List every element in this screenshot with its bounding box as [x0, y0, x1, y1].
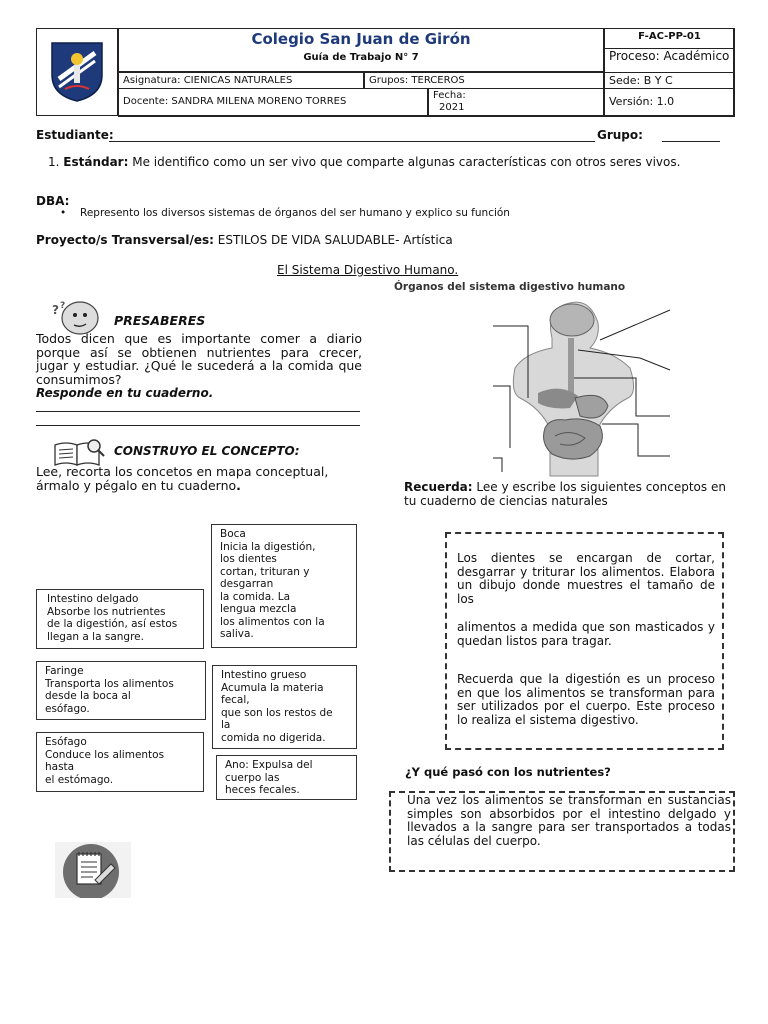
- concept-box-intestino-delgado[interactable]: [36, 589, 204, 649]
- concept-box-ano[interactable]: [216, 755, 357, 800]
- nutrientes-box: [389, 791, 735, 872]
- figure-title: Órganos del sistema digestivo humano: [394, 281, 626, 293]
- concept-line: que son los restos de: [221, 706, 333, 719]
- concept-box-faringe[interactable]: [36, 661, 206, 720]
- recuerda-label: Recuerda:: [404, 480, 473, 494]
- concept-line: desde la boca al: [45, 690, 131, 702]
- concept-line: desgarran: [220, 578, 274, 590]
- section-title: El Sistema Digestivo Humano.: [277, 263, 459, 277]
- standard-text: Me identifico como un ser vivo que comparte algunas características con otros seres vivos.: [128, 155, 681, 169]
- standard-item: [48, 155, 718, 170]
- group-label: Grupo:: [597, 128, 643, 142]
- school-crest: [47, 39, 107, 103]
- answer-line-1[interactable]: [36, 411, 360, 412]
- presaberes-text: Todos dicen que es importante comer a diario porque así se obtienen nutrientes para crecer, jugar y estudiar. ¿Qué le sucederá a la comida que consumimos?: [36, 331, 362, 387]
- dientes-p2: alimentos a medida que son masticados y quedan listos para tragar.: [457, 620, 715, 648]
- concept-line: los alimentos con la: [220, 615, 325, 628]
- concept-line: llegan a la sangre.: [47, 630, 144, 643]
- notepad-pencil-icon: [55, 842, 131, 898]
- notepad-icon-frame: [55, 842, 131, 898]
- concept-line: los dientes: [220, 553, 277, 565]
- dba-item: Represento los diversos sistemas de órganos del ser humano y explico su función: [80, 207, 510, 219]
- header-table: [36, 28, 734, 116]
- concept-line: esófago.: [45, 702, 90, 715]
- concept-line: Esófago: [45, 736, 87, 748]
- concept-line: Boca: [220, 528, 246, 540]
- date-value: 2021: [439, 102, 465, 113]
- concept-line: el estómago.: [45, 773, 114, 786]
- project-value: ESTILOS DE VIDA SALUDABLE- Artística: [213, 233, 453, 247]
- concept-line: la comida. La: [220, 590, 291, 603]
- process-cell: Proceso: Académico: [604, 48, 735, 73]
- concept-box-esofago[interactable]: [36, 732, 204, 792]
- concept-box-intestino-grueso[interactable]: [212, 665, 357, 749]
- concept-line: cortan, trituran y: [220, 565, 310, 578]
- guide-title: Guía de Trabajo N° 7: [118, 48, 604, 72]
- groups-cell: Grupos: TERCEROS: [364, 72, 604, 89]
- concept-line: la: [221, 719, 231, 731]
- construyo-title: CONSTRUYO EL CONCEPTO:: [114, 444, 300, 458]
- nutrientes-text: Una vez los alimentos se transforman en sustancias simples son absorbidos por el intestino delgado y llevados a la sangre para ser transportados a todas las células del cuerpo.: [407, 793, 731, 848]
- concept-line: Conduce los alimentos: [45, 748, 165, 761]
- nutrientes-question: ¿Y qué pasó con los nutrientes?: [405, 765, 611, 779]
- concept-line: Inicia la digestión,: [220, 540, 316, 553]
- digestive-system-figure: [490, 298, 680, 478]
- student-label: Estudiante:: [36, 128, 114, 142]
- project-label: Proyecto/s Transversal/es:: [36, 233, 214, 247]
- concept-line: Intestino grueso: [221, 669, 307, 681]
- form-code: F-AC-PP-01: [604, 28, 735, 49]
- presaberes-title: PRESABERES: [114, 313, 206, 328]
- concept-line: hasta: [45, 761, 75, 773]
- concept-box-boca[interactable]: [211, 524, 357, 648]
- student-name-field[interactable]: [109, 141, 595, 142]
- construyo-text: [36, 465, 366, 493]
- date-label: Fecha:: [433, 90, 466, 101]
- dientes-box: [445, 532, 724, 750]
- answer-line-2[interactable]: [36, 425, 360, 426]
- standard-label: Estándar:: [63, 155, 129, 169]
- concept-line: de la digestión, así estos: [47, 618, 178, 630]
- presaberes-instruction: Responde en tu cuaderno.: [36, 386, 214, 400]
- site-cell: Sede: B Y C: [604, 72, 735, 89]
- teacher-cell: Docente: SANDRA MILENA MORENO TORRES: [118, 88, 428, 117]
- concept-line: fecal,: [221, 694, 250, 706]
- concept-line: Intestino delgado: [47, 593, 139, 605]
- dientes-p1: Los dientes se encargan de cortar, desgarrar y triturar los alimentos. Elabora un dibujo donde muestres el tamaño de los: [457, 551, 715, 606]
- dba-bullet: •: [60, 207, 67, 219]
- standard-number: 1.: [48, 155, 60, 169]
- concept-line: cuerpo las: [225, 771, 280, 784]
- concept-line: Ano: Expulsa del: [225, 759, 313, 771]
- recuerda-body: Lee y escribe los siguientes conceptos en tu cuaderno de ciencias naturales: [404, 480, 726, 508]
- svg-text:?: ?: [60, 301, 66, 311]
- concept-line: Faringe: [45, 665, 84, 677]
- project-line: [36, 233, 453, 247]
- concept-line: comida no digerida.: [221, 731, 326, 744]
- version-cell: Versión: 1.0: [604, 88, 735, 117]
- construyo-body: Lee, recorta los concetos en mapa conceptual, ármalo y pégalo en tu cuaderno: [36, 464, 329, 493]
- logo-cell: [36, 28, 118, 116]
- date-cell: [428, 88, 604, 117]
- school-name: Colegio San Juan de Girón: [118, 28, 604, 50]
- concept-line: Acumula la materia: [221, 681, 324, 694]
- concept-line: Absorbe los nutrientes: [47, 605, 166, 618]
- construyo-period: .: [236, 478, 241, 493]
- recuerda-text: [404, 480, 734, 508]
- group-field[interactable]: [662, 141, 720, 142]
- dientes-p3: Recuerda que la digestión es un proceso en que los alimentos se transforman para ser utilizados por el cuerpo. Este proceso lo realiza el sistema digestivo.: [457, 672, 715, 727]
- svg-text:?: ?: [52, 303, 59, 317]
- concept-line: heces fecales.: [225, 784, 300, 796]
- concept-line: lengua mezcla: [220, 603, 297, 615]
- dba-label: DBA:: [36, 194, 70, 208]
- concept-line: Transporta los alimentos: [45, 677, 174, 690]
- subject-cell: Asignatura: CIENICAS NATURALES: [118, 72, 364, 89]
- concept-line: saliva.: [220, 628, 254, 640]
